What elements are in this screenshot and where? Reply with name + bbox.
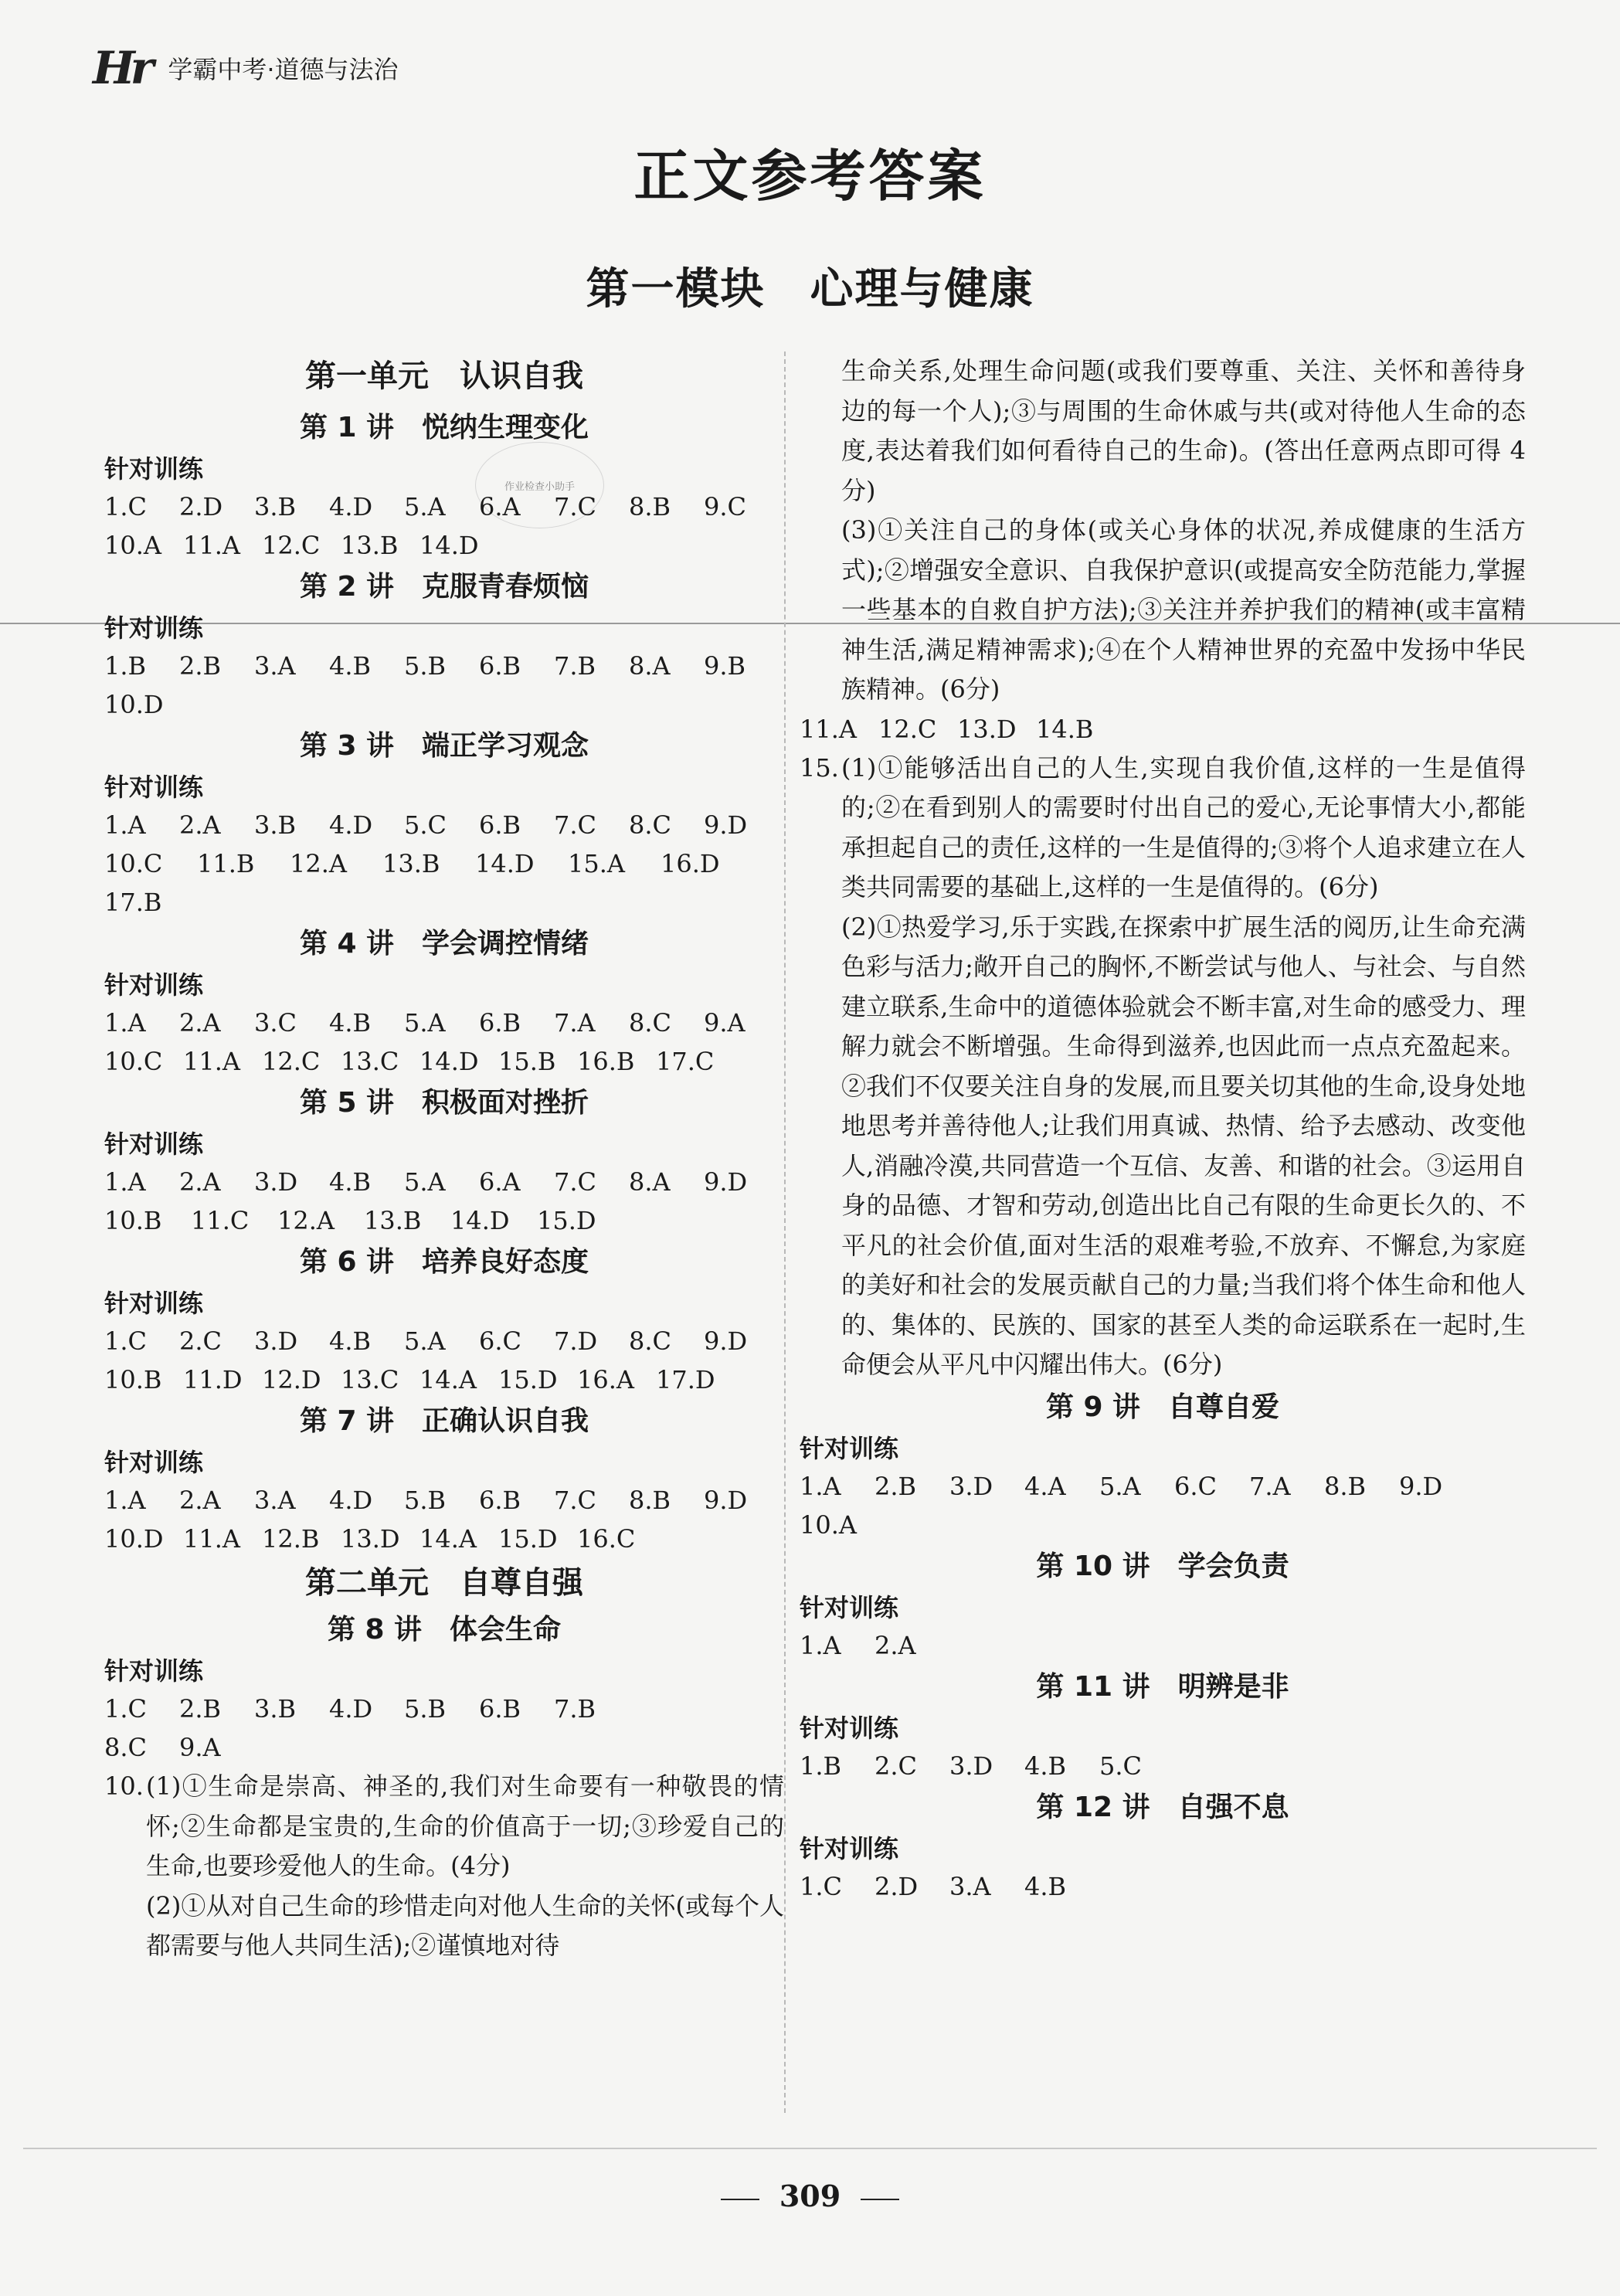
answer-item: 11.A: [183, 1524, 240, 1554]
answer-item: 4.B: [329, 1167, 372, 1197]
answer-item: 4.D: [329, 1486, 373, 1515]
answer-item: 6.C: [479, 1326, 522, 1356]
answer-row: [800, 1626, 1526, 1665]
answer-item: 8.C: [629, 1326, 672, 1356]
answer-item: 1.C: [800, 1871, 843, 1901]
answer-item: 11.A: [183, 531, 240, 560]
unit-title: 第二单元 自尊自强: [305, 1565, 583, 1601]
answer-item: 10.D: [104, 1524, 164, 1554]
section-label: 针对训练: [800, 1713, 899, 1743]
section-label: 针对训练: [104, 1129, 204, 1159]
lesson-title: 第 5 讲 积极面对挫折: [299, 1087, 589, 1119]
answer-item: 7.C: [554, 810, 597, 840]
answer-item: 1.A: [104, 1486, 146, 1515]
section-label: 针对训练: [104, 1656, 204, 1686]
answer-item: 17.D: [656, 1365, 715, 1394]
answer-item: 5.C: [404, 810, 447, 840]
answer-row: [104, 1004, 784, 1042]
lesson-title: 第 4 讲 学会调控情绪: [299, 928, 589, 959]
answer-item: 1.C: [104, 1694, 148, 1724]
answer-item: 6.B: [479, 651, 521, 681]
answer-item: 3.A: [254, 1486, 296, 1515]
answer-row: [104, 1690, 784, 1728]
answer-item: 9.D: [704, 1486, 748, 1515]
answer-item: 6.A: [479, 1167, 521, 1197]
answer-row: [800, 1747, 1526, 1785]
answer-item: 6.C: [1174, 1471, 1218, 1501]
answer-item: 12.C: [262, 1047, 321, 1076]
answer-item: 2.C: [179, 1326, 222, 1356]
answer-item: 4.B: [329, 1326, 372, 1356]
answer-item: 14.B: [1036, 714, 1094, 744]
answer-row: [800, 1506, 1526, 1544]
answer-item: 2.B: [179, 651, 222, 681]
answer-item: 2.B: [875, 1471, 917, 1501]
answer-item: 9.B: [704, 651, 746, 681]
answer-item: 15.D: [498, 1365, 558, 1394]
answer-item: 16.B: [577, 1047, 635, 1076]
answer-item: 10.B: [104, 1365, 162, 1394]
answer-item: 12.A: [277, 1206, 335, 1235]
answer-item: 6.B: [479, 810, 521, 840]
answer-item: 10.C: [104, 1047, 163, 1076]
answer-row: [104, 844, 784, 883]
answer-paragraph: (2)①热爱学习,乐于实践,在探索中扩展生活的阅历,让生命充满色彩与活力;敞开自己的胸怀,不断尝试与他人、与社会、与自然建立联系,生命中的道德体验就会不断丰富,对生命的感受力、理解力就会不断增强。生命得到滋养,也因此而一点点充盈起来。②我们不仅要关注自身的发展,而且要关切其他的生命,设身处地地思考并善待他人;让我们用真诚、热情、给予去感动、改变他人,消融冷漠,共同营造一个互信、友善、和谐的社会。③运用自身的品德、才智和劳动,创造出比自己有限的生命更长久的、不平凡的社会价值,面对生活的艰难考验,不放弃、不懈怠,为家庭的美好和社会的发展贡献自己的力量;当我们将个体生命和他人的、集体的、民族的、国家的甚至人类的命运联系在一起时,生命便会从平凡中闪耀出伟大。(6分): [841, 912, 1526, 1379]
answer-item: 5.A: [1099, 1471, 1141, 1501]
answer-item: 14.D: [475, 849, 535, 878]
answer-item: 2.B: [179, 1694, 222, 1724]
question-number: 15.: [800, 752, 839, 783]
answer-item: 5.C: [1099, 1751, 1143, 1781]
answer-item: 15.D: [498, 1524, 558, 1554]
lesson-title: 第 1 讲 悦纳生理变化: [299, 412, 589, 443]
answer-item: 2.A: [179, 1486, 221, 1515]
answer-item: 2.A: [179, 1008, 221, 1038]
answer-paragraph: (2)①从对自己生命的珍惜走向对他人生命的关怀(或每个人都需要与他人共同生活);②谨慎地对待: [146, 1890, 784, 1960]
answer-row: [104, 1728, 784, 1767]
answer-item: 8.B: [629, 1486, 671, 1515]
dash-right: [861, 2199, 899, 2200]
answer-item: 12.A: [290, 849, 347, 878]
answer-item: 17.C: [656, 1047, 715, 1076]
answer-item: 6.B: [479, 1008, 521, 1038]
answer-item: 5.B: [404, 651, 447, 681]
answer-item: 12.B: [262, 1524, 320, 1554]
answer-item: 13.D: [957, 714, 1017, 744]
answer-item: 3.B: [254, 1694, 297, 1724]
answer-item: 10.D: [104, 690, 164, 719]
answer-item: 8.B: [629, 492, 671, 521]
page-number: [0, 2179, 1620, 2213]
answer-item: 7.A: [1249, 1471, 1291, 1501]
answer-item: 1.A: [104, 1167, 146, 1197]
answer-item: 7.C: [554, 1486, 597, 1515]
section-label: 针对训练: [104, 454, 204, 484]
answer-item: 11.A: [800, 714, 857, 744]
answer-item: 8.C: [629, 810, 672, 840]
answer-row: [800, 1467, 1526, 1506]
answer-item: 2.A: [179, 810, 221, 840]
lesson-title: 第 9 讲 自尊自爱: [1045, 1391, 1280, 1423]
answer-item: 16.C: [577, 1524, 636, 1554]
section-label: 针对训练: [104, 1448, 204, 1477]
unit-title: 第一单元 认识自我: [305, 358, 583, 394]
page-header: [93, 42, 399, 94]
answer-item: 11.A: [183, 1047, 240, 1076]
answer-item: 3.C: [254, 1008, 297, 1038]
answer-item: 13.B: [364, 1206, 422, 1235]
answer-item: 12.D: [262, 1365, 321, 1394]
answer-item: 12.C: [878, 714, 937, 744]
answer-item: 9.D: [704, 1326, 748, 1356]
answer-item: 10.A: [104, 531, 161, 560]
answer-item: 15.A: [568, 849, 625, 878]
answer-paragraph: (1)①能够活出自己的人生,实现自我价值,这样的一生是值得的;②在看到别人的需要时付出自己的爱心,无论事情大小,都能承担起自己的责任,这样的一生是值得的;③将个人追求建立在人类共同需要的基础上,这样的一生是值得的。(6分): [841, 752, 1526, 902]
answer-row: [104, 806, 784, 844]
answer-item: 5.B: [404, 1694, 447, 1724]
answer-item: 4.D: [329, 492, 373, 521]
lesson-title: 第 7 讲 正确认识自我: [299, 1405, 589, 1437]
answer-item: 4.D: [329, 1694, 373, 1724]
answer-paragraph: (3)①关注自己的身体(或关心身体的状况,养成健康的生活方式);②增强安全意识、自我保护意识(或提高安全防范能力,掌握一些基本的自救自护方法);③关注并养护我们的精神(或丰富精神生活,满足精神需求);④在个人精神世界的充盈中发扬中华民族精神。(6分): [841, 515, 1526, 704]
answer-item: 7.B: [554, 1694, 596, 1724]
answer-item: 9.D: [704, 1167, 748, 1197]
brand-logo: Hr: [93, 42, 150, 94]
section-label: 针对训练: [800, 1433, 899, 1463]
answer-item: 1.C: [104, 492, 148, 521]
answer-item: 3.D: [254, 1167, 298, 1197]
answer-paragraph: 生命关系,处理生命问题(或我们要尊重、关注、关怀和善待身边的每一个人);③与周围的生命休戚与共(或对待他人生命的态度,表达着我们如何看待自己的生命)。(答出任意两点即可得 4 分): [841, 356, 1526, 505]
answer-item: 10.A: [800, 1510, 857, 1540]
answer-item: 11.D: [183, 1365, 243, 1394]
answer-item: 10.C: [104, 849, 163, 878]
question-15: [800, 749, 1526, 1385]
answer-item: 12.C: [262, 531, 321, 560]
answer-item: 2.C: [875, 1751, 918, 1781]
answer-item: 15.D: [537, 1206, 596, 1235]
answer-item: 5.A: [404, 1167, 446, 1197]
answer-row: [104, 1163, 784, 1201]
answer-item: 13.C: [341, 1047, 399, 1076]
answer-item: 2.D: [179, 492, 223, 521]
answer-row: [800, 710, 1526, 749]
answer-item: 1.A: [104, 810, 146, 840]
lesson-title: 第 12 讲 自强不息: [1036, 1791, 1289, 1823]
section-label: 针对训练: [800, 1833, 899, 1863]
answer-row: [104, 1360, 784, 1399]
answer-item: 5.B: [404, 1486, 447, 1515]
answer-item: 13.B: [382, 849, 440, 878]
answer-item: 4.D: [329, 810, 373, 840]
section-label: 针对训练: [104, 773, 204, 802]
answer-item: 4.B: [329, 651, 372, 681]
module-title: 第一模块 心理与健康: [586, 264, 1034, 314]
answer-item: 9.A: [704, 1008, 745, 1038]
question-10: [104, 1767, 784, 1966]
answer-item: 6.A: [479, 492, 521, 521]
column-divider: [784, 352, 786, 2113]
question-10-continued: [800, 352, 1526, 710]
answer-item: 14.D: [419, 531, 479, 560]
answer-item: 4.A: [1024, 1471, 1066, 1501]
answer-item: 1.A: [800, 1630, 841, 1660]
answer-row: [800, 1867, 1526, 1906]
section-label: 针对训练: [800, 1592, 899, 1622]
answer-item: 6.B: [479, 1486, 521, 1515]
answer-item: 14.D: [419, 1047, 479, 1076]
answer-item: 4.B: [1024, 1751, 1067, 1781]
question-number: 10.: [104, 1771, 144, 1801]
answer-item: 9.C: [704, 492, 747, 521]
answer-item: 15.B: [498, 1047, 556, 1076]
answer-item: 11.C: [191, 1206, 250, 1235]
answer-row: [104, 526, 784, 565]
answer-item: 2.A: [875, 1630, 916, 1660]
answer-item: 14.A: [419, 1524, 477, 1554]
answer-item: 5.A: [404, 1326, 446, 1356]
answer-item: 4.B: [1024, 1871, 1067, 1901]
answer-item: 7.B: [554, 651, 596, 681]
answer-item: 9.D: [704, 810, 748, 840]
answer-item: 8.A: [629, 1167, 671, 1197]
lesson-title: 第 10 讲 学会负责: [1036, 1550, 1289, 1582]
answer-item: 13.B: [341, 531, 399, 560]
answer-item: 13.D: [341, 1524, 400, 1554]
answer-row: [104, 883, 784, 922]
answer-item: 8.C: [104, 1733, 148, 1762]
answer-item: 5.A: [404, 1008, 446, 1038]
answer-item: 1.A: [800, 1471, 841, 1501]
lesson-title: 第 6 讲 培养良好态度: [299, 1246, 589, 1278]
answer-item: 17.B: [104, 888, 162, 917]
answer-item: 7.C: [554, 492, 597, 521]
page-title: 正文参考答案: [633, 144, 987, 209]
lesson-title: 第 2 讲 克服青春烦恼: [299, 571, 589, 603]
dash-left: [721, 2199, 759, 2200]
answer-item: 7.C: [554, 1167, 597, 1197]
stamp-mark: 作业检查小助手: [475, 442, 604, 528]
answer-item: 2.A: [179, 1167, 221, 1197]
section-label: 针对训练: [104, 970, 204, 1000]
lesson-title: 第 11 讲 明辨是非: [1036, 1670, 1289, 1703]
lesson-title: 第 8 讲 体会生命: [327, 1614, 562, 1646]
answer-item: 11.B: [197, 849, 255, 878]
answer-row: [104, 1520, 784, 1558]
answer-item: 2.D: [875, 1871, 919, 1901]
answer-item: 1.A: [104, 1008, 146, 1038]
answer-item: 8.A: [629, 651, 671, 681]
page-number-text: 309: [779, 2179, 841, 2213]
answer-item: 8.B: [1324, 1471, 1367, 1501]
answer-item: 13.C: [341, 1365, 399, 1394]
answer-item: 5.A: [404, 492, 446, 521]
answer-item: 9.D: [1399, 1471, 1443, 1501]
answer-item: 1.B: [104, 651, 147, 681]
left-column: [104, 352, 784, 1966]
answer-item: 3.B: [254, 492, 297, 521]
answer-item: 9.A: [179, 1733, 221, 1762]
answer-item: 1.C: [104, 1326, 148, 1356]
answer-paragraph: (1)①生命是崇高、神圣的,我们对生命要有一种敬畏的情怀;②生命都是宝贵的,生命的价值高于一切;③珍爱自己的生命,也要珍爱他人的生命。(4分): [146, 1771, 784, 1880]
footer-rule: [23, 2148, 1597, 2149]
right-column: [800, 352, 1526, 1906]
book-title: 学霸中考·道德与法治: [168, 55, 399, 84]
answer-item: 6.B: [479, 1694, 521, 1724]
section-label: 针对训练: [104, 613, 204, 643]
lesson-title: 第 3 讲 端正学习观念: [299, 730, 589, 762]
answer-item: 3.D: [949, 1751, 993, 1781]
answer-item: 3.A: [254, 651, 296, 681]
answer-item: 16.D: [661, 849, 720, 878]
answer-item: 14.D: [450, 1206, 510, 1235]
answer-item: 3.D: [949, 1471, 993, 1501]
answer-item: 1.B: [800, 1751, 842, 1781]
answer-row: [104, 1481, 784, 1520]
answer-item: 14.A: [419, 1365, 477, 1394]
answer-row: [104, 1322, 784, 1360]
answer-item: 4.B: [329, 1008, 372, 1038]
answer-item: 7.D: [554, 1326, 598, 1356]
answer-item: 7.A: [554, 1008, 596, 1038]
answer-item: 8.C: [629, 1008, 672, 1038]
answer-item: 3.A: [949, 1871, 991, 1901]
answer-row: [104, 685, 784, 724]
answer-row: [104, 487, 784, 526]
answer-item: 3.D: [254, 1326, 298, 1356]
answer-row: [104, 1201, 784, 1240]
section-label: 针对训练: [104, 1289, 204, 1318]
answer-row: [104, 647, 784, 685]
answer-item: 16.A: [577, 1365, 634, 1394]
answer-item: 3.B: [254, 810, 297, 840]
answer-item: 10.B: [104, 1206, 162, 1235]
answer-row: [104, 1042, 784, 1081]
